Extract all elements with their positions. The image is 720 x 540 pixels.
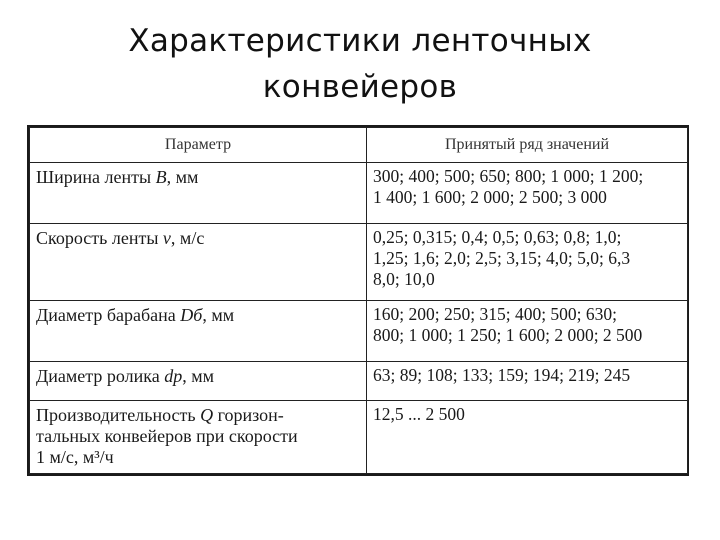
param-unit: , мм <box>182 366 214 386</box>
param-unit: , м/с <box>170 228 205 248</box>
param-cell <box>30 362 367 401</box>
table-row <box>30 301 688 362</box>
param-unit: , мм <box>166 167 199 187</box>
param-text: Ширина ленты <box>36 167 156 187</box>
conveyor-characteristics-table <box>27 125 689 476</box>
slide-title <box>0 18 720 110</box>
parameters-table <box>29 127 688 474</box>
param-symbol: dр <box>164 366 183 386</box>
values-cell: 300; 400; 500; 650; 800; 1 000; 1 200; 1 400; 1 600; 2 000; 2 500; 3 000 <box>367 163 688 224</box>
param-symbol: v <box>162 228 171 248</box>
param-cell <box>30 163 367 224</box>
table-row <box>30 362 688 401</box>
values-cell: 160; 200; 250; 315; 400; 500; 630; 800; 1 000; 1 250; 1 600; 2 000; 2 500 <box>367 301 688 362</box>
param-symbol: B <box>155 167 167 187</box>
table-row <box>30 224 688 301</box>
table-header-row <box>30 128 688 163</box>
param-cell <box>30 224 367 301</box>
slide-title-line-1: Характеристики ленточных <box>128 23 592 59</box>
values-cell: 12,5 ... 2 500 <box>367 401 688 474</box>
param-symbol: Dб <box>180 305 203 325</box>
param-cell <box>30 301 367 362</box>
table-row <box>30 401 688 474</box>
param-text: Диаметр ролика <box>36 366 165 386</box>
param-cell <box>30 401 367 474</box>
param-text: Диаметр барабана <box>36 305 181 325</box>
param-symbol: Q <box>200 405 214 425</box>
table-row <box>30 163 688 224</box>
param-unit: , мм <box>202 305 235 325</box>
param-text: Производительность <box>36 405 201 425</box>
param-text: Скорость ленты <box>36 228 163 248</box>
header-values: Принятый ряд значений <box>367 128 688 163</box>
values-cell: 0,25; 0,315; 0,4; 0,5; 0,63; 0,8; 1,0; 1,25; 1,6; 2,0; 2,5; 3,15; 4,0; 5,0; 6,3 8,0; 10,0 <box>367 224 688 301</box>
values-cell: 63; 89; 108; 133; 159; 194; 219; 245 <box>367 362 688 401</box>
slide-title-line-2: конвейеров <box>262 69 458 105</box>
header-parameter: Параметр <box>30 128 367 163</box>
param-unit: горизон- тальных конвейеров при скорости 1 м/с, м³/ч <box>36 405 298 467</box>
